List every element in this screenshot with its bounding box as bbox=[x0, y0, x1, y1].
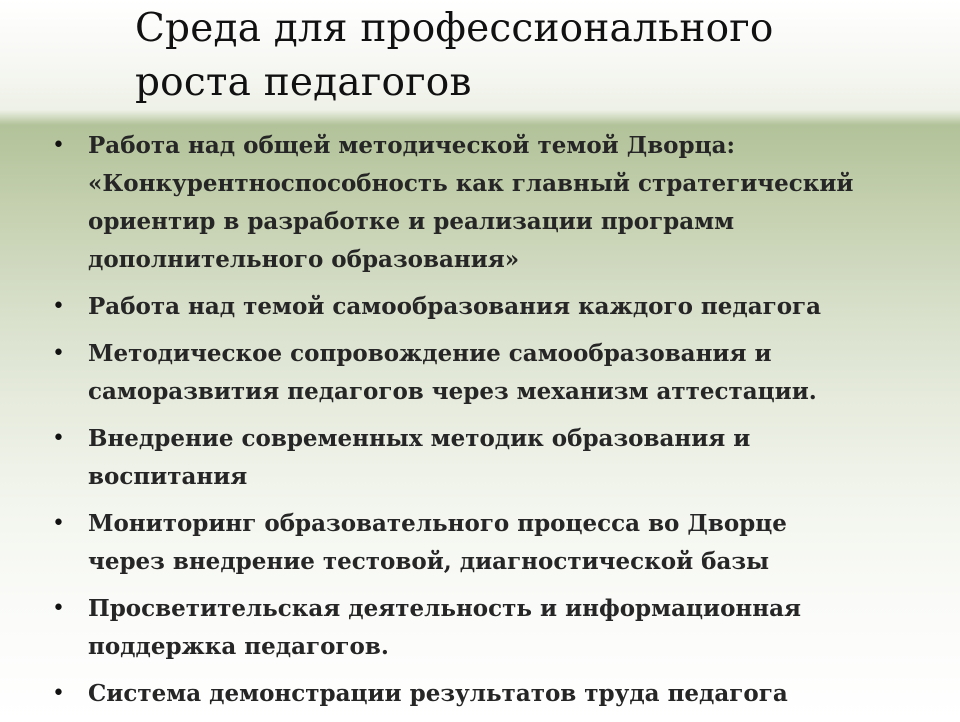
bullet-text-line: «Конкурентноспособность как главный стратегический bbox=[88, 170, 854, 197]
bullet-item bbox=[52, 420, 948, 496]
bullet-text-line: дополнительного образования» bbox=[88, 246, 520, 273]
bullet-text-line: ориентир в разработке и реализации программ bbox=[88, 208, 735, 235]
bullet-text-line: Внедрение современных методик образования и bbox=[88, 425, 751, 452]
bullet-text-line: поддержка педагогов. bbox=[88, 633, 389, 660]
bullet-text-line: саморазвития педагогов через механизм аттестации. bbox=[88, 378, 817, 405]
bullet-text-line: Работа над темой самообразования каждого педагога bbox=[88, 293, 822, 320]
bullet-text-line: Методическое сопровождение самообразования и bbox=[88, 340, 772, 367]
slide-title-line-1: Среда для профессионального bbox=[135, 6, 774, 51]
bullet-item bbox=[52, 335, 948, 411]
bullet-dot-icon: • bbox=[52, 341, 65, 366]
bullet-text-line: через внедрение тестовой, диагностической базы bbox=[88, 548, 770, 575]
bullet-text-line: Просветительская деятельность и информационная bbox=[88, 595, 801, 622]
bullet-item bbox=[52, 505, 948, 581]
bullet-list bbox=[52, 127, 948, 722]
slide-title bbox=[135, 2, 935, 110]
bullet-dot-icon: • bbox=[52, 294, 65, 319]
bullet-text-line: Система демонстрации результатов труда педагога bbox=[88, 680, 788, 707]
bullet-item bbox=[52, 675, 948, 713]
bullet-dot-icon: • bbox=[52, 511, 65, 536]
bullet-item bbox=[52, 288, 948, 326]
bullet-dot-icon: • bbox=[52, 596, 65, 621]
bullet-item bbox=[52, 127, 948, 279]
bullet-item bbox=[52, 590, 948, 666]
bullet-text-line: воспитания bbox=[88, 463, 248, 490]
slide-title-line-2: роста педагогов bbox=[135, 60, 472, 105]
bullet-text-line: Мониторинг образовательного процесса во Дворце bbox=[88, 510, 787, 537]
bullet-dot-icon: • bbox=[52, 426, 65, 451]
bullet-dot-icon: • bbox=[52, 133, 65, 158]
bullet-dot-icon: • bbox=[52, 681, 65, 706]
bullet-text-line: Работа над общей методической темой Дворца: bbox=[88, 132, 735, 159]
